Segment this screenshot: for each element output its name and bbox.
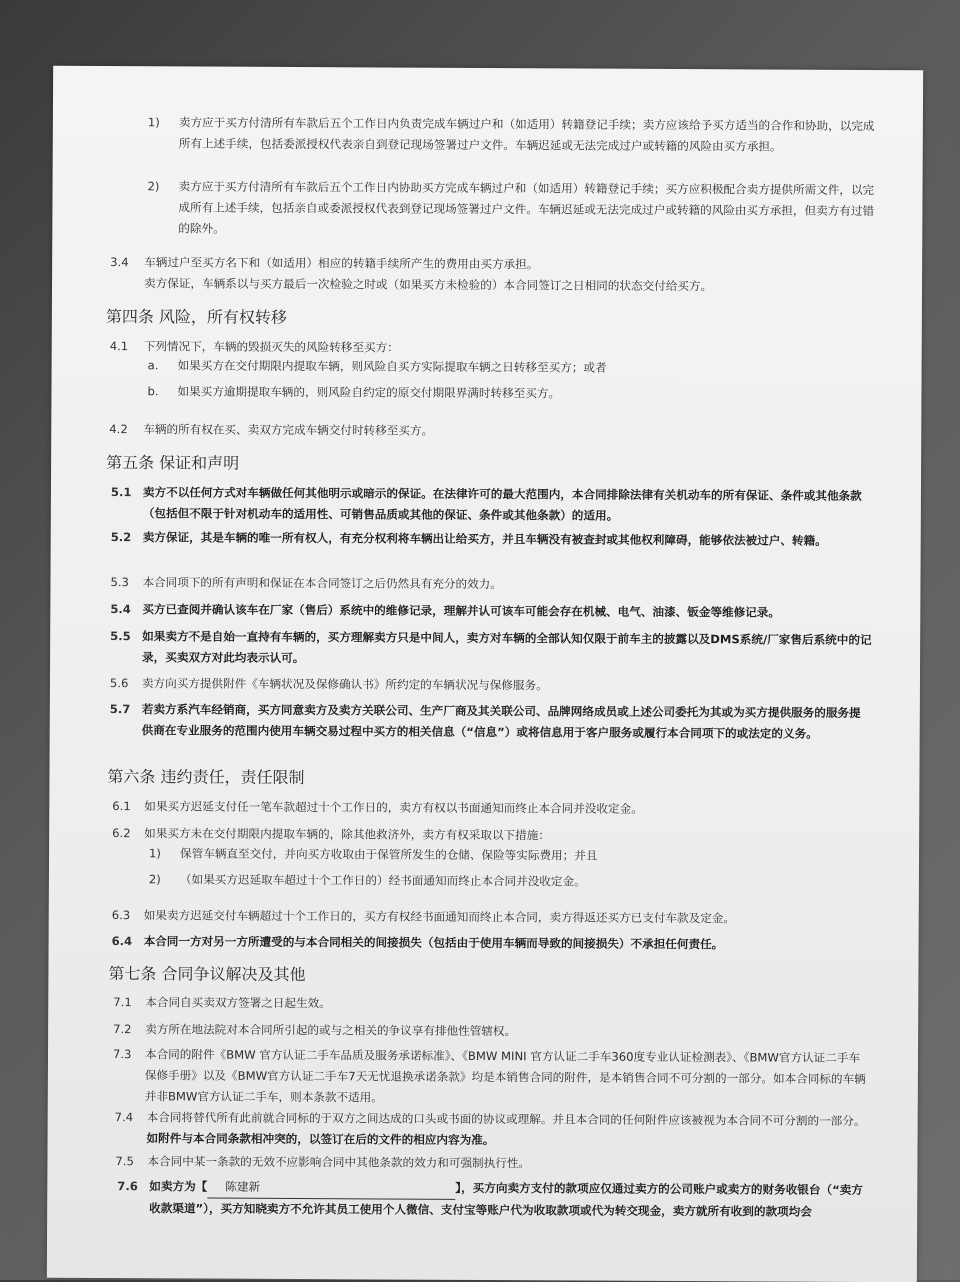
clause-text: 本合同自买卖双方签署之日起生效。 bbox=[145, 995, 331, 1011]
clause-number: 4.1 bbox=[109, 339, 129, 354]
clause-prefix: 如卖方为【 bbox=[149, 1179, 208, 1194]
contract-text bbox=[53, 66, 923, 1219]
clause-number: 5.1 bbox=[110, 485, 132, 500]
clause-number: 5.3 bbox=[110, 575, 129, 590]
clause-6-1 bbox=[49, 796, 919, 816]
clause-number: 6.2 bbox=[112, 826, 131, 841]
clause-text: 如果卖方迟延交付车辆超过十个工作日的，买方有权经书面通知而终止本合同，卖方得返还买方已支付车款及定金。 bbox=[143, 908, 736, 926]
clause-text bbox=[147, 1107, 870, 1153]
clause-4-2 bbox=[51, 419, 921, 438]
clause-text: 如果卖方不是自始一直持有车辆的，买方理解卖方只是中间人，卖方对车辆的全部认知仅限于前车主的披露以及DMS系统/厂家售后系统中的记录，买卖双方对此均表示认可。 bbox=[142, 629, 872, 666]
clause-7-2 bbox=[48, 1019, 918, 1039]
clause-number: 6.3 bbox=[111, 908, 131, 923]
clause-text: 卖方向买方提供附件《车辆状况及保修确认书》所约定的车辆状况与保修服务。 bbox=[141, 676, 548, 693]
clause-5-6 bbox=[50, 673, 920, 693]
item-number: 1) bbox=[147, 115, 160, 130]
clause-text: 本合同项下的所有声明和保证在本合同签订之后仍然具有充分的效力。 bbox=[142, 575, 502, 592]
item-text: 如果买方在交付期限内提取车辆，则风险自买方实际提取车辆之日转移至买方；或者 bbox=[177, 358, 607, 375]
item-text: （如果买方迟延取车超过十个工作日的）经书面通知而终止本合同并没收定金。 bbox=[179, 872, 586, 889]
article-6-title: 第六条 违约责任，责任限制 bbox=[107, 767, 305, 788]
clause-text: 车辆的所有权在买、卖双方完成车辆交付时转移至买方。 bbox=[143, 422, 434, 438]
clause-number: 5.7 bbox=[109, 702, 131, 717]
clause-text: 若卖方系汽车经销商，买方同意卖方及卖方关联公司、生产厂商及其关联公司、品牌网络成员或上述公司委托为其或为买方提供服务的服务提供商在专业服务的范围内使用车辆交易过程中买方的相关信息（“信息”）或将信息用于客户服务或履行本合同项下的或法定的义务。 bbox=[141, 702, 861, 741]
clause-text: 本合同一方对另一方所遭受的与本合同相关的间接损失（包括由于使用车辆而导致的间接损失）不承担任何责任。 bbox=[143, 934, 724, 952]
clause-text: 下列情况下，车辆的毁损灭失的风险转移至买方： bbox=[143, 339, 399, 355]
clause-5-1 bbox=[51, 482, 921, 523]
clause-number: 5.2 bbox=[110, 530, 132, 545]
clause-text: 本合同的附件《BMW 官方认证二手车品质及服务承诺标准》、《BMW MINI 官方认证二手车360度专业认证检测表》、《BMW官方认证二手车保修手册》以及《BMW官方认证二手车7天无忧退换承诺条款》均是本销售合同的附件，是本销售合同不可分割的一部分。如本合同标的车辆并非BMW官方认证二手车，则本条款不适用。 bbox=[144, 1047, 866, 1105]
clause-number: 5.4 bbox=[110, 602, 131, 617]
item-text: 卖方应于买方付清所有车款后五个工作日内协助买方完成车辆过户和（如适用）转籍登记手续；买方应积极配合卖方提供所需文件，以完成所有上述手续，包括亲自或委派授权代表到登记现场签署过户文件。车辆迟延或无法完成过户或转籍的风险由买方承担，但卖方有过错的除外。 bbox=[178, 179, 875, 236]
clause-6-4 bbox=[49, 931, 919, 952]
clause-7-1 bbox=[48, 992, 918, 1011]
clause-text: 车辆过户至买方名下和（如适用）相应的转籍手续所产生的费用由买方承担。 bbox=[144, 255, 539, 272]
clause-suffix: 】，买方向卖方支付的款项应仅通过卖方的公司账户或卖方的财务收银台（“卖方收款渠道”），买方知晓卖方不允许其员工使用个人微信、支付宝等账户代为收取款项或代为转交现金，卖方就所有收到的款项均会 bbox=[149, 1180, 863, 1219]
item-number: 2) bbox=[148, 872, 161, 887]
clause-number: 6.1 bbox=[112, 799, 131, 814]
clause-text-bold-part: 如附件与本合同条款相冲突的，以签订在后的文件的相应内容为准。 bbox=[146, 1131, 495, 1148]
clause-text: 本合同中某一条款的无效不应影响合同中其他条款的效力和可强制执行性。 bbox=[147, 1154, 531, 1171]
article-5-title: 第五条 保证和声明 bbox=[106, 453, 240, 473]
clause-7-6 bbox=[47, 1176, 917, 1219]
item-text: 卖方应于买方付清所有车款后五个工作日内负责完成车辆过户和（如适用）转籍登记手续；卖方应该给予买方适当的合作和协助，以完成所有上述手续，包括委派授权代表亲自到登记现场签署过户文件。车辆迟延或无法完成过户或转籍的风险由买方承担。 bbox=[178, 115, 875, 154]
clause-4-1 bbox=[52, 336, 922, 355]
clause-number: 7.5 bbox=[115, 1154, 134, 1169]
clause-text: 买方已查阅并确认该车在厂家（售后）系统中的维修记录，理解并认可该车可能会存在机械、电气、油漆、钣金等维修记录。 bbox=[142, 602, 781, 620]
clause-5-5 bbox=[50, 626, 920, 666]
item-letter: a. bbox=[147, 358, 159, 373]
clause-7-3 bbox=[48, 1044, 918, 1105]
article-7-title: 第七条 合同争议解决及其他 bbox=[108, 964, 306, 985]
item-number: 1) bbox=[149, 846, 161, 861]
clause-3-4 bbox=[52, 252, 922, 272]
clause-text: 如果买方未在交付期限内提取车辆的，除其他救济外，卖方有权采取以下措施： bbox=[144, 826, 550, 843]
clause-text: 卖方保证，车辆系以与买方最后一次检验之时或（如果买方未检验的）本合同签订之日相同的状态交付给买方。 bbox=[144, 276, 713, 294]
clause-5-7 bbox=[50, 699, 920, 741]
clause-text bbox=[149, 1176, 869, 1223]
item-number: 2) bbox=[147, 179, 160, 194]
item-text: 如果买方逾期提取车辆的，则风险自约定的原交付期限界满时转移至买方。 bbox=[177, 384, 561, 401]
clause-number: 6.4 bbox=[111, 934, 133, 949]
clause-text: 卖方所在地法院对本合同所引起的或与之相关的争议享有排他性管辖权。 bbox=[145, 1022, 517, 1039]
clause-number: 7.3 bbox=[112, 1047, 132, 1062]
clause-text: 卖方不以任何方式对车辆做任何其他明示或暗示的保证。在法律许可的最大范围内，本合同排除法律有关机动车的所有保证、条件或其他条款（包括但不限于针对机动车的适用性、可销售品质或其他的保证、条件或其他条款）的适用。 bbox=[142, 485, 862, 523]
clause-5-4 bbox=[50, 599, 920, 620]
clause-6-3 bbox=[49, 905, 919, 926]
article-4-title: 第四条 风险，所有权转移 bbox=[105, 307, 288, 327]
clause-item-1 bbox=[53, 112, 923, 154]
item-text: 保管车辆直至交付，并向买方收取由于保管所发生的仓储、保险等实际费用；并且 bbox=[180, 846, 598, 863]
clause-number: 5.5 bbox=[110, 629, 131, 644]
clause-number: 7.6 bbox=[117, 1179, 138, 1194]
clause-6-2 bbox=[49, 823, 919, 843]
clause-text: 如果买方迟延支付任一笔车款超过十个工作日的，卖方有权以书面通知而终止本合同并没收定金。 bbox=[144, 799, 643, 816]
clause-text: 卖方保证，其是车辆的唯一所有权人，有充分权利将车辆出让给买方，并且车辆没有被查封或其他权利障碍，能够依法被过户、转籍。 bbox=[142, 530, 827, 548]
clause-number: 7.1 bbox=[113, 995, 132, 1010]
clause-number: 7.2 bbox=[113, 1022, 132, 1037]
clause-4-1-b bbox=[52, 381, 922, 401]
clause-number: 3.4 bbox=[110, 255, 129, 270]
clause-number: 5.6 bbox=[109, 676, 129, 691]
contract-page bbox=[47, 66, 923, 1282]
clause-number: 7.4 bbox=[114, 1110, 134, 1125]
clause-5-3 bbox=[51, 572, 921, 592]
item-letter: b. bbox=[147, 384, 159, 399]
clause-6-2-item-2 bbox=[49, 869, 919, 889]
seller-name-field: 陈建新 bbox=[207, 1177, 455, 1200]
clause-item-2 bbox=[53, 176, 923, 236]
clause-number: 4.2 bbox=[109, 422, 128, 437]
clause-text-part: 本合同将替代所有此前就合同标的于双方之间达成的口头或书面的协议或理解。并且本合同的任何附件应该被视为本合同不可分割的一部分。 bbox=[146, 1110, 866, 1128]
